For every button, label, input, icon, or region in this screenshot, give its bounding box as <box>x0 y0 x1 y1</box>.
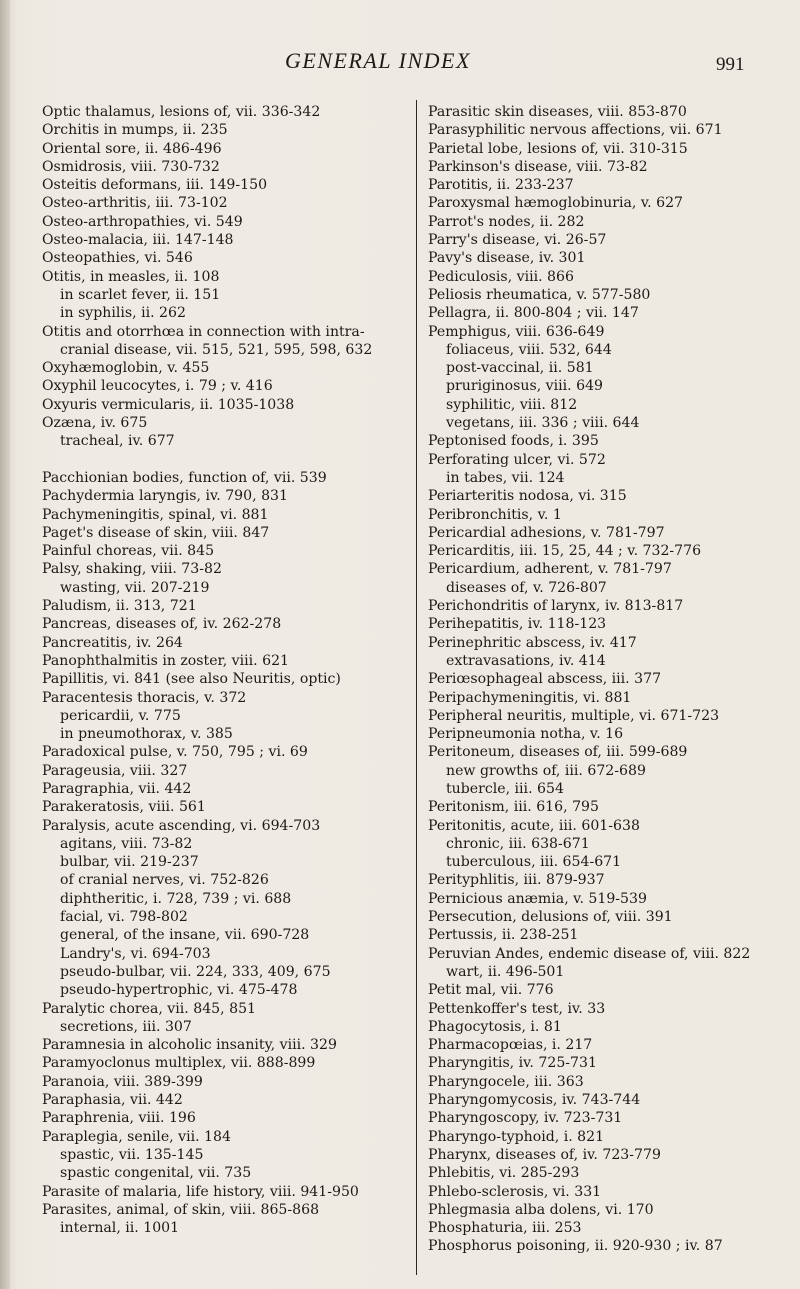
index-entry: Osteitis deformans, iii. 149-150 <box>42 177 268 194</box>
index-entry: Phosphaturia, iii. 253 <box>428 1220 582 1237</box>
index-entry: Peliosis rheumatica, v. 577-580 <box>428 286 651 303</box>
index-entry: Parietal lobe, lesions of, vii. 310-315 <box>428 140 688 157</box>
index-subentry: in scarlet fever, ii. 151 <box>60 286 221 303</box>
index-column-left <box>42 103 412 1237</box>
index-entry: Parry's disease, vi. 26-57 <box>428 232 607 249</box>
index-entry: Peritoneum, diseases of, iii. 599-689 <box>428 744 688 761</box>
index-entry: Phlebo-sclerosis, vi. 331 <box>428 1183 602 1200</box>
index-entry: Pacchionian bodies, function of, vii. 539 <box>42 469 327 486</box>
index-entry: Osteo-arthritis, iii. 73-102 <box>42 195 228 212</box>
index-entry: Paranoia, viii. 389-399 <box>42 1073 203 1090</box>
index-entry: Peripneumonia notha, v. 16 <box>428 726 624 743</box>
index-subentry: diphtheritic, i. 728, 739 ; vi. 688 <box>60 890 292 907</box>
index-entry: Pediculosis, viii. 866 <box>428 268 574 285</box>
index-entry: Paragraphia, vii. 442 <box>42 780 192 797</box>
index-subentry: syphilitic, viii. 812 <box>446 396 578 413</box>
index-entry: Papillitis, vi. 841 (see also Neuritis, optic) <box>42 671 341 688</box>
index-entry: Pemphigus, viii. 636-649 <box>428 323 605 340</box>
index-entry: Pericardial adhesions, v. 781-797 <box>428 524 665 541</box>
index-entry: Persecution, delusions of, viii. 391 <box>428 909 673 926</box>
index-entry: Peripachymeningitis, vi. 881 <box>428 689 632 706</box>
index-entry: Painful choreas, vii. 845 <box>42 543 215 560</box>
index-entry: Phlebitis, vi. 285-293 <box>428 1165 580 1182</box>
index-entry: Peritonitis, acute, iii. 601-638 <box>428 817 640 834</box>
index-subentry: in syphilis, ii. 262 <box>60 305 186 322</box>
index-entry: Otitis and otorrhœa in connection with intra-cranial disease, vii. 515, 521, 595, 598, 632 <box>42 323 373 358</box>
index-subentry: bulbar, vii. 219-237 <box>60 854 199 871</box>
index-entry: Parasyphilitic nervous affections, vii. 671 <box>428 122 723 139</box>
index-subentry: spastic congenital, vii. 735 <box>60 1165 252 1182</box>
index-subentry: secretions, iii. 307 <box>60 1018 192 1035</box>
index-entry: Paraphrenia, viii. 196 <box>42 1110 196 1127</box>
index-entry: Perihepatitis, iv. 118-123 <box>428 616 607 633</box>
column-divider <box>416 100 417 1275</box>
index-entry: Osteo-arthropathies, vi. 549 <box>42 213 243 230</box>
page-header <box>0 48 800 78</box>
index-entry: Oxyphil leucocytes, i. 79 ; v. 416 <box>42 378 273 395</box>
index-entry: Pharynx, diseases of, iv. 723-779 <box>428 1146 661 1163</box>
index-entry: Osteopathies, vi. 546 <box>42 250 193 267</box>
running-title: GENERAL INDEX <box>285 48 471 73</box>
index-entry: Parasitic skin diseases, viii. 853-870 <box>428 104 687 120</box>
index-entry: Optic thalamus, lesions of, vii. 336-342 <box>42 104 321 120</box>
index-entry: Ozæna, iv. 675 <box>42 415 148 432</box>
index-entry: Paramnesia in alcoholic insanity, viii. 329 <box>42 1037 337 1054</box>
index-entry: Pachymeningitis, spinal, vi. 881 <box>42 506 269 523</box>
index-entry: Perforating ulcer, vi. 572 <box>428 451 606 468</box>
index-entry: Pharyngo-typhoid, i. 821 <box>428 1128 605 1145</box>
index-entry: Parasite of malaria, life history, viii. 941-950 <box>42 1183 359 1200</box>
index-subentry: general, of the insane, vii. 690-728 <box>60 927 310 944</box>
index-entry: Paralytic chorea, vii. 845, 851 <box>42 1000 257 1017</box>
index-entry: Panophthalmitis in zoster, viii. 621 <box>42 652 290 669</box>
index-subentry: tuberculous, iii. 654-671 <box>446 854 622 871</box>
index-entry: Paraplegia, senile, vii. 184 <box>42 1128 231 1145</box>
index-entry: Paraphasia, vii. 442 <box>42 1092 183 1109</box>
index-entry: Parasites, animal, of skin, viii. 865-868 <box>42 1201 320 1218</box>
index-entry: Paradoxical pulse, v. 750, 795 ; vi. 69 <box>42 744 308 761</box>
index-entry: Phagocytosis, i. 81 <box>428 1018 562 1035</box>
index-entry: Pharyngocele, iii. 363 <box>428 1073 584 1090</box>
index-entry: Parageusia, viii. 327 <box>42 762 188 779</box>
index-entry: Peribronchitis, v. 1 <box>428 506 562 523</box>
index-entry: Pharyngomycosis, iv. 743-744 <box>428 1092 641 1109</box>
index-subentry: wart, ii. 496-501 <box>446 963 565 980</box>
index-entry: Perinephritic abscess, iv. 417 <box>428 634 637 651</box>
index-entry: Oxyhæmoglobin, v. 455 <box>42 360 210 377</box>
index-subentry: pruriginosus, viii. 649 <box>446 378 604 395</box>
book-spine-shadow <box>0 0 10 1289</box>
index-entry: Pericardium, adherent, v. 781-797 <box>428 561 672 578</box>
index-entry: Pettenkoffer's test, iv. 33 <box>428 1000 606 1017</box>
index-entry: Pharmacopœias, i. 217 <box>428 1037 593 1054</box>
index-entry: Peruvian Andes, endemic disease of, viii. 822 <box>428 945 751 962</box>
index-subentry: foliaceus, viii. 532, 644 <box>446 341 612 358</box>
index-entry: Parotitis, ii. 233-237 <box>428 177 574 194</box>
index-entry: Periœsophageal abscess, iii. 377 <box>428 671 662 688</box>
index-entry: Pachydermia laryngis, iv. 790, 831 <box>42 488 288 505</box>
index-subentry: chronic, iii. 638-671 <box>446 835 590 852</box>
index-subentry: diseases of, v. 726-807 <box>446 579 607 596</box>
index-entry: Osteo-malacia, iii. 147-148 <box>42 232 234 249</box>
index-subentry: of cranial nerves, vi. 752-826 <box>60 872 269 889</box>
index-entry: Orchitis in mumps, ii. 235 <box>42 122 228 139</box>
index-entry: Pericarditis, iii. 15, 25, 44 ; v. 732-776 <box>428 543 702 560</box>
index-entry: Pavy's disease, iv. 301 <box>428 250 586 267</box>
index-subentry: spastic, vii. 135-145 <box>60 1146 204 1163</box>
page-number: 991 <box>716 54 745 75</box>
index-entry: Parakeratosis, viii. 561 <box>42 799 206 816</box>
index-entry: Phlegmasia alba dolens, vi. 170 <box>428 1201 654 1218</box>
index-subentry: tracheal, iv. 677 <box>60 433 175 450</box>
index-column-right <box>428 103 798 1256</box>
index-entry: Peripheral neuritis, multiple, vi. 671-723 <box>428 707 720 724</box>
index-entry: Parrot's nodes, ii. 282 <box>428 213 585 230</box>
index-entry: Oxyuris vermicularis, ii. 1035-1038 <box>42 396 295 413</box>
index-subentry: agitans, viii. 73-82 <box>60 835 193 852</box>
index-entry: Perityphlitis, iii. 879-937 <box>428 872 605 889</box>
index-entry: Pertussis, ii. 238-251 <box>428 927 579 944</box>
index-entry: Pancreas, diseases of, iv. 262-278 <box>42 616 282 633</box>
index-entry: Peptonised foods, i. 395 <box>428 433 599 450</box>
index-entry: Paroxysmal hæmoglobinuria, v. 627 <box>428 195 684 212</box>
index-subentry: in tabes, vii. 124 <box>446 469 565 486</box>
index-subentry: pericardii, v. 775 <box>60 707 181 724</box>
index-subentry: facial, vi. 798-802 <box>60 909 188 926</box>
index-subentry: wasting, vii. 207-219 <box>60 579 210 596</box>
index-entry: Petit mal, vii. 776 <box>428 982 554 999</box>
index-entry: Paralysis, acute ascending, vi. 694-703 <box>42 817 321 834</box>
index-entry: Parkinson's disease, viii. 73-82 <box>428 158 648 175</box>
index-entry: Phosphorus poisoning, ii. 920-930 ; iv. 87 <box>428 1238 723 1255</box>
index-subentry: pseudo-hypertrophic, vi. 475-478 <box>60 982 298 999</box>
index-subentry: tubercle, iii. 654 <box>446 780 564 797</box>
index-entry: Pancreatitis, iv. 264 <box>42 634 183 651</box>
index-subentry: in pneumothorax, v. 385 <box>60 726 233 743</box>
index-entry: Pernicious anæmia, v. 519-539 <box>428 890 647 907</box>
index-entry: Paramyoclonus multiplex, vii. 888-899 <box>42 1055 316 1072</box>
index-subentry: extravasations, iv. 414 <box>446 652 606 669</box>
index-entry: Pellagra, ii. 800-804 ; vii. 147 <box>428 305 639 322</box>
index-subentry: pseudo-bulbar, vii. 224, 333, 409, 675 <box>60 963 331 980</box>
index-subentry: new growths of, iii. 672-689 <box>446 762 646 779</box>
index-entry: Paludism, ii. 313, 721 <box>42 598 197 615</box>
index-entry: Perichondritis of larynx, iv. 813-817 <box>428 598 684 615</box>
index-entry: Pharyngitis, iv. 725-731 <box>428 1055 597 1072</box>
index-entry: Oriental sore, ii. 486-496 <box>42 140 222 157</box>
index-entry: Palsy, shaking, viii. 73-82 <box>42 561 222 578</box>
index-subentry: Landry's, vi. 694-703 <box>60 945 211 962</box>
index-entry: Paget's disease of skin, viii. 847 <box>42 524 270 541</box>
index-entry: Osmidrosis, viii. 730-732 <box>42 158 220 175</box>
index-entry: Peritonism, iii. 616, 795 <box>428 799 599 816</box>
index-entry: Pharyngoscopy, iv. 723-731 <box>428 1110 623 1127</box>
index-subentry: internal, ii. 1001 <box>60 1220 180 1237</box>
index-entry: Paracentesis thoracis, v. 372 <box>42 689 247 706</box>
index-subentry: post-vaccinal, ii. 581 <box>446 360 594 377</box>
index-entry: Otitis, in measles, ii. 108 <box>42 268 220 285</box>
index-entry: Periarteritis nodosa, vi. 315 <box>428 488 627 505</box>
index-subentry: vegetans, iii. 336 ; viii. 644 <box>446 415 640 432</box>
